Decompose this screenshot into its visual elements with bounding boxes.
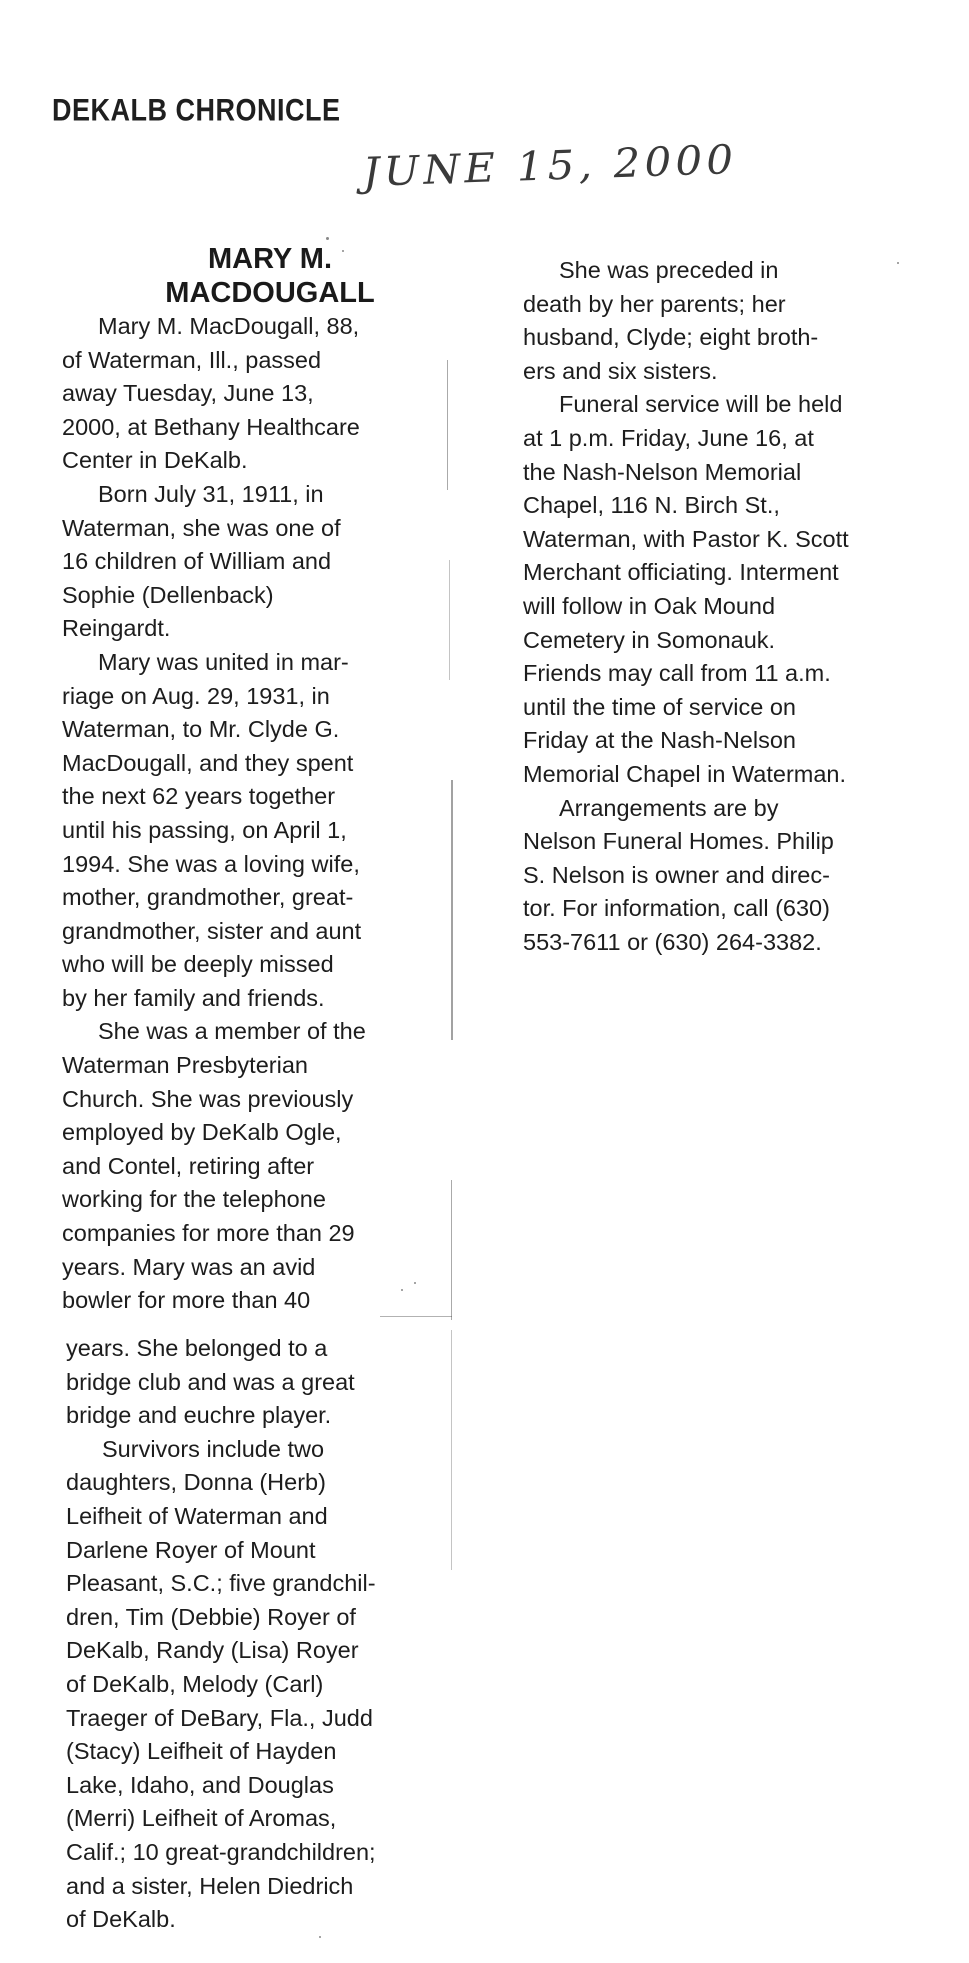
text-line: Memorial Chapel in Waterman. — [523, 760, 847, 787]
text-line: of DeKalb. — [66, 1906, 176, 1933]
text-line: Merchant officiating. Interment — [523, 559, 839, 586]
text-line: bowler for more than 40 — [62, 1287, 311, 1314]
text-line: MacDougall, and they spent — [62, 749, 354, 776]
text-line: companies for more than 29 — [62, 1220, 355, 1247]
clipping-edge-vertical — [451, 1330, 452, 1570]
text-line: employed by DeKalb Ogle, — [62, 1119, 342, 1146]
scan-speck — [414, 1282, 416, 1284]
text-line: the Nash-Nelson Memorial — [523, 458, 802, 485]
text-line: 553-7611 or (630) 264-3382. — [523, 928, 822, 955]
text-line: working for the telephone — [62, 1186, 326, 1213]
clipping-edge-vertical — [449, 560, 450, 680]
text-line: will follow in Oak Mound — [523, 592, 776, 619]
text-line: by her family and friends. — [62, 984, 325, 1011]
text-line: Survivors include two — [102, 1435, 325, 1462]
text-line: Friday at the Nash-Nelson — [523, 727, 796, 754]
text-line: riage on Aug. 29, 1931, in — [62, 682, 330, 709]
text-line: Center in DeKalb. — [62, 447, 248, 474]
scan-speck — [897, 262, 899, 264]
clipping-edge-vertical — [447, 360, 448, 490]
text-line: Reingardt. — [62, 615, 171, 642]
text-line: She was preceded in — [559, 257, 779, 283]
column-right — [523, 254, 923, 959]
text-line: who will be deeply missed — [62, 951, 334, 978]
text-line: at 1 p.m. Friday, June 16, at — [523, 424, 814, 451]
text-line: Arrangements are by — [559, 794, 779, 821]
clipping-edge-vertical — [451, 1180, 452, 1320]
text-line: Funeral service will be held — [559, 391, 843, 418]
text-line: Waterman, with Pastor K. Scott — [523, 525, 849, 552]
text-line: Cemetery in Somonauk. — [523, 626, 776, 653]
text-line: Waterman Presbyterian — [62, 1052, 308, 1079]
scan-speck — [342, 250, 344, 252]
text-line: Pleasant, S.C.; five grandchil- — [66, 1570, 376, 1597]
text-line: until his passing, on April 1, — [62, 816, 347, 843]
text-line: Traeger of DeBary, Fla., Judd — [66, 1704, 373, 1731]
clipping-edge-vertical — [451, 780, 453, 1040]
publication-masthead: DEKALB CHRONICLE — [52, 92, 341, 128]
text-line: and Contel, retiring after — [62, 1152, 315, 1179]
text-line: Calif.; 10 great-grandchildren; — [66, 1838, 376, 1865]
text-line: She was a member of the — [98, 1018, 366, 1045]
text-line: until the time of service on — [523, 693, 796, 720]
text-line: years. Mary was an avid — [62, 1253, 316, 1280]
text-line: S. Nelson is owner and direc- — [523, 861, 830, 888]
text-line: of DeKalb, Melody (Carl) — [66, 1670, 324, 1697]
scan-speck — [319, 1936, 321, 1938]
text-line: Darlene Royer of Mount — [66, 1536, 316, 1563]
text-line: of Waterman, Ill., passed — [62, 346, 322, 373]
text-line: Born July 31, 1911, in — [98, 480, 324, 507]
text-line: years. She belonged to a — [66, 1335, 328, 1361]
text-line: dren, Tim (Debbie) Royer of — [66, 1603, 356, 1630]
text-line: mother, grandmother, great- — [62, 884, 354, 911]
text-line: and a sister, Helen Diedrich — [66, 1872, 354, 1899]
text-line: bridge and euchre player. — [66, 1402, 332, 1429]
clipping-edge-horizontal — [380, 1316, 452, 1317]
text-line: 2000, at Bethany Healthcare — [62, 413, 360, 440]
column-left-top — [62, 310, 462, 1318]
text-line: 16 children of William and — [62, 548, 332, 575]
text-line: Church. She was previously — [62, 1085, 354, 1112]
scan-speck — [401, 1289, 403, 1291]
text-line: death by her parents; her — [523, 290, 786, 317]
text-line: DeKalb, Randy (Lisa) Royer — [66, 1637, 359, 1664]
handwritten-date: JUNE 15, 2000 — [362, 136, 739, 196]
text-line: Mary was united in mar- — [98, 648, 349, 675]
text-line: husband, Clyde; eight broth- — [523, 324, 819, 351]
text-line: Sophie (Dellenback) — [62, 581, 274, 608]
text-line: Waterman, to Mr. Clyde G. — [62, 716, 340, 743]
text-line: Chapel, 116 N. Birch St., — [523, 492, 780, 519]
text-line: daughters, Donna (Herb) — [66, 1469, 326, 1496]
text-line: Waterman, she was one of — [62, 514, 341, 541]
headline-line: MACDOUGALL — [165, 277, 375, 309]
text-line: Friends may call from 11 a.m. — [523, 660, 831, 687]
text-line: grandmother, sister and aunt — [62, 917, 362, 944]
text-line: (Stacy) Leifheit of Hayden — [66, 1738, 337, 1765]
text-line: 1994. She was a loving wife, — [62, 850, 360, 877]
text-line: (Merri) Leifheit of Aromas, — [66, 1805, 337, 1832]
text-line: the next 62 years together — [62, 783, 336, 810]
text-line: ers and six sisters. — [523, 357, 718, 384]
headline-line: MARY M. — [207, 243, 333, 275]
text-line: Mary M. MacDougall, 88, — [98, 313, 360, 339]
text-line: tor. For information, call (630) — [523, 895, 830, 922]
text-line: Nelson Funeral Homes. Philip — [523, 828, 834, 855]
text-line: away Tuesday, June 13, — [62, 380, 314, 407]
text-line: Leifheit of Waterman and — [66, 1502, 328, 1529]
obituary-headline — [140, 242, 400, 310]
scan-speck — [326, 237, 329, 240]
text-line: Lake, Idaho, and Douglas — [66, 1771, 334, 1798]
text-line: bridge club and was a great — [66, 1368, 355, 1395]
column-left-bottom — [66, 1332, 466, 1937]
